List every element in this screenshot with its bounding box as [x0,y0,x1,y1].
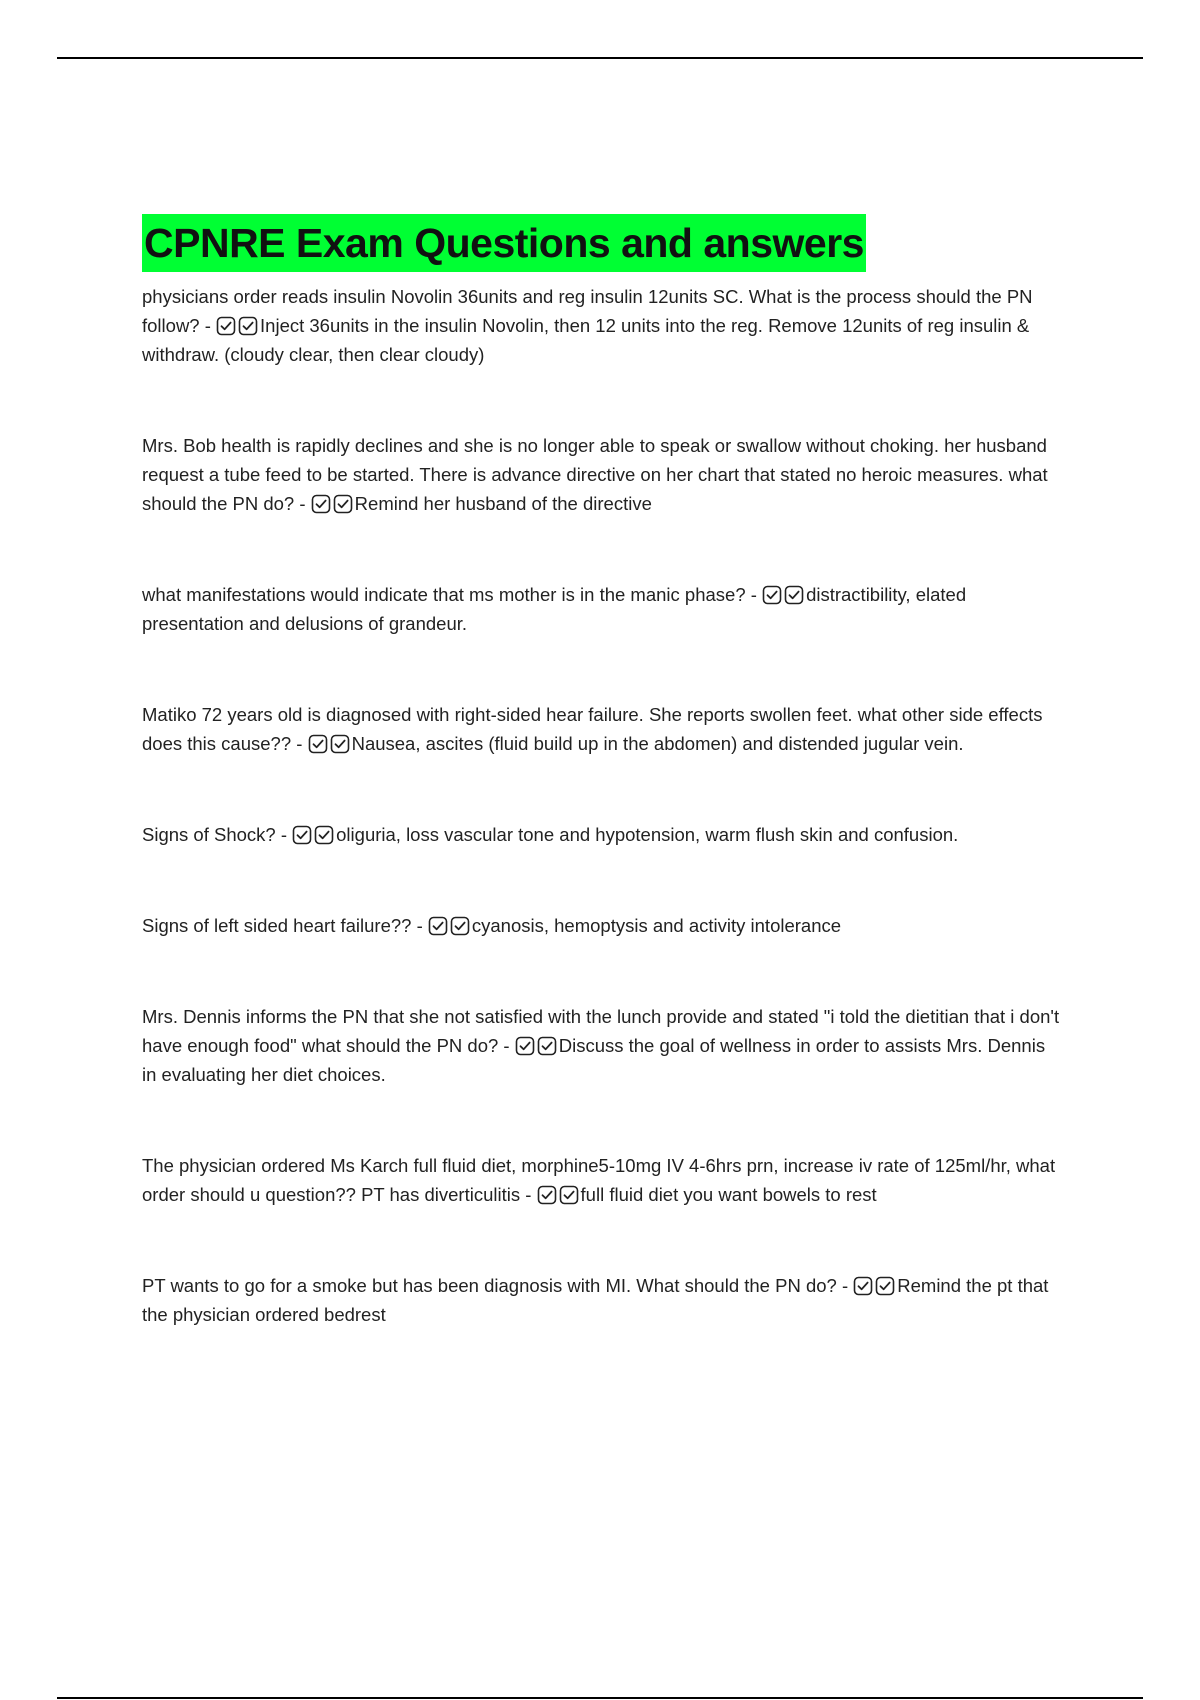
qa-item [142,700,1062,758]
checkbox-checked-icon [330,734,350,754]
checkbox-checked-icon [784,585,804,605]
answer-text: distractibility, elated presentation and delusions of grandeur. [142,584,967,634]
question-text: The physician ordered Ms Karch full fluid diet, morphine5-10mg IV 4-6hrs prn, increase iv rate of 125ml/hr, what order should u question?? PT has diverticulitis - [142,1155,1056,1205]
checkbox-checked-icon [515,1036,535,1056]
header-rule [57,57,1143,59]
qa-item [142,580,1062,638]
checkbox-checked-icon [333,494,353,514]
document-body [142,214,1062,1329]
checkbox-checked-icon [762,585,782,605]
qa-item [142,431,1062,518]
question-text: Signs of Shock? - [142,824,293,845]
answer-text: Remind her husband of the directive [354,493,652,514]
checkbox-checked-icon [311,494,331,514]
qa-item [142,1002,1062,1089]
question-text: what manifestations would indicate that ms mother is in the manic phase? - [142,584,763,605]
question-text: PT wants to go for a smoke but has been diagnosis with MI. What should the PN do? - [142,1275,854,1296]
checkbox-checked-icon [537,1185,557,1205]
question-text: Mrs. Bob health is rapidly declines and she is no longer able to speak or swallow without choking. her husband request a tube feed to be started. There is advance directive on her chart that stated no heroic measures. what should the PN do? - [142,435,1048,514]
checkbox-checked-icon [853,1276,873,1296]
question-text: Signs of left sided heart failure?? - [142,915,428,936]
answer-text: Inject 36units in the insulin Novolin, then 12 units into the reg. Remove 12units of reg insulin & withdraw. (cloudy clear, then clear cloudy) [142,315,1030,365]
checkbox-checked-icon [559,1185,579,1205]
qa-item [142,1271,1062,1329]
answer-text: Nausea, ascites (fluid build up in the abdomen) and distended jugular vein. [351,733,964,754]
qa-item [142,820,1062,849]
footer-rule [57,1697,1143,1699]
checkbox-checked-icon [875,1276,895,1296]
qa-list [142,282,1062,1329]
checkbox-checked-icon [216,316,236,336]
answer-text: cyanosis, hemoptysis and activity intolerance [471,915,842,936]
question-text: physicians order reads insulin Novolin 36units and reg insulin 12units SC. What is the process should the PN follow? - [142,286,1033,336]
answer-text: Discuss the goal of wellness in order to assists Mrs. Dennis in evaluating her diet choices. [142,1035,1046,1085]
checkbox-checked-icon [428,916,448,936]
checkbox-checked-icon [292,825,312,845]
document-title: CPNRE Exam Questions and answers [142,214,866,272]
checkbox-checked-icon [450,916,470,936]
checkbox-checked-icon [314,825,334,845]
answer-text: oliguria, loss vascular tone and hypotension, warm flush skin and confusion. [336,824,959,845]
question-text: Matiko 72 years old is diagnosed with right-sided hear failure. She reports swollen feet. what other side effects does this cause?? - [142,704,1043,754]
qa-item [142,282,1062,369]
checkbox-checked-icon [537,1036,557,1056]
checkbox-checked-icon [308,734,328,754]
qa-item [142,911,1062,940]
question-text: Mrs. Dennis informs the PN that she not satisfied with the lunch provide and stated "i told the dietitian that i don't have enough food" what should the PN do? - [142,1006,1060,1056]
answer-text: Remind the pt that the physician ordered bedrest [142,1275,1049,1325]
answer-text: full fluid diet you want bowels to rest [580,1184,877,1205]
qa-item [142,1151,1062,1209]
checkbox-checked-icon [238,316,258,336]
